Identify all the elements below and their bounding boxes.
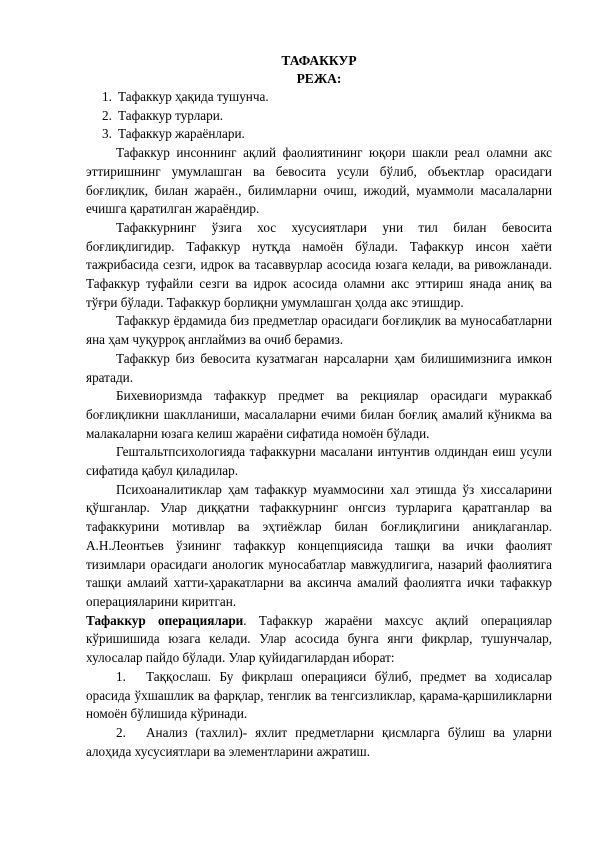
plan-list <box>86 88 552 144</box>
paragraph-psychoanalysis: Психоаналитиклар ҳам тафаккур муаммосини хал этишда ўз хиссаларини қўшганлар. Улар диққатни тафаккурнинг онгсиз турларига қаратганлар ва тафаккурини мотивлар ва эҳтиёжлар билан боғлиқлигини аниқлаганлар. А.Н.Леонтьев ўзининг тафаккур концепциясида ташқи ва ички фаолият тизимлари орасидаги анологик муносабатлар мавжудлигига, назарий фаолиятига ташқи амлаий хатти-ҳаракатларни ва аксинча амалий фаолиятга ички тафаккур операцияларини киритган. <box>86 481 552 609</box>
plan-item <box>102 88 552 107</box>
plan-item-number: 3. <box>102 126 112 142</box>
plan-item-text: Тафаккур ҳақида тушунча. <box>118 89 269 104</box>
operations-heading: Тафаккур операциялари <box>86 612 244 628</box>
paragraph-operations <box>86 612 552 668</box>
plan-item-text: Тафаккур жараёнлари. <box>118 126 245 142</box>
plan-item <box>102 125 552 144</box>
paragraph-behaviorism: Бихевиоризмда тафаккур предмет ва рекциялар орасидаги мураккаб боғлиқликни шаклланиши, масалаларни ечими билан боғлиқ амалий кўникма ва малакаларни юзага келиш жараёни сифатида номоён бўлади. <box>86 388 552 441</box>
numbered-item <box>86 724 552 761</box>
numbered-item-number: 1. <box>116 668 126 684</box>
paragraph-gestalt: Гештальтпсихологияда тафаккурни масалани интунтив олдиндан еиш усули сифатида қабул қиладилар. <box>86 444 552 479</box>
plan-heading: РЕЖА: <box>296 71 342 86</box>
document-title: ТАФАККУР <box>281 53 357 68</box>
paragraph-definition: Тафаккур инсоннинг ақлий фаолиятининг юқори шакли реал оламни акс эттиришнинг умумлашган ва бевосита усули бўлиб, объектлар орасидаги боғлиқлик, билан жараён., билимларни очиш, ижодий, муаммоли масалаларни ечишга қаратилган жараёндир. <box>86 145 552 217</box>
plan-item-number: 2. <box>102 107 112 123</box>
numbered-item-text: Анализ (тахлил)- яхлит предметларни қисмларга бўлиш ва уларни алоҳида хусусиятлари ва элементларини ажратиш. <box>86 724 552 759</box>
operations-text: . Тафаккур жараёни махсус ақлий операциялар кўришишида юзага келади. Улар асосида бунга янги фикрлар, тушунчалар, хулосалар пайдо бўлади. Улар қуйидагилардан иборат: <box>86 612 552 666</box>
plan-item <box>102 107 552 126</box>
plan-item-text: Тафаккур турлари. <box>118 107 224 123</box>
document-page <box>86 52 552 761</box>
plan-item-number: 1. <box>102 89 112 104</box>
numbered-item <box>86 668 552 724</box>
paragraph-indirect-knowledge: Тафаккур биз бевосита кузатмаган нарсаларни ҳам билишимизнига имкон яратади. <box>86 350 552 385</box>
paragraph-language-link: Тафаккурнинг ўзига хос хусусиятлари уни тил билан бевосита боғлиқлигидир. Тафаккур нутқда намоён бўлади. Тафаккур инсон хаёти тажрибасида сезги, идрок ва тасаввурлар асосида юзага келади, ва ривожланади. Тафаккур туфайли сезги ва идрок асосида оламни акс эттириш янада аниқ ва тўғри бўлади. Тафаккур борлиқни умумлашган ҳолда акс этишдир. <box>86 219 552 310</box>
numbered-item-number: 2. <box>116 724 126 740</box>
numbered-item-text: Таққослаш. Бу фикрлаш операцияси бўлиб, предмет ва ходисалар орасида ўхшашлик ва фарқлар, тенглик ва тенгсизликлар, қарама-қаршиликларни номоён бўлишида кўринади. <box>86 668 552 722</box>
paragraph-relations: Тафаккур ёрдамида биз предметлар орасидаги боғлиқлик ва муносабатларни яна ҳам чуқурроқ англаймиз ва очиб берамиз. <box>86 313 552 348</box>
